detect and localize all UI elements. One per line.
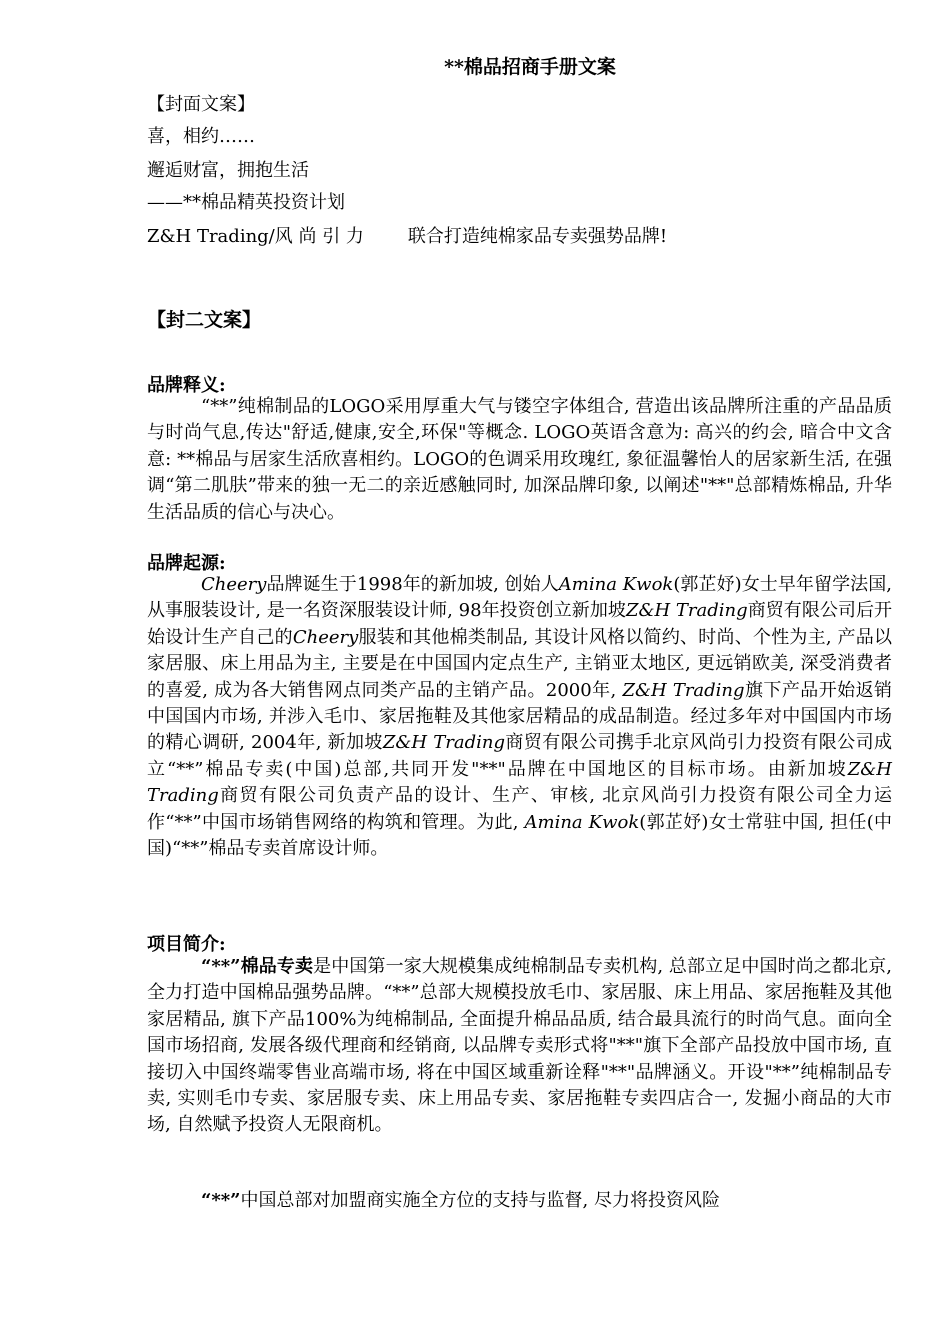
project-paragraph-2	[147, 1188, 892, 1214]
brand-origin-text-segment: 商贸有限公司负责产品的设计、生产、审核, 北京风尚引力投资有限公司全力运作“**”中国市场销售网络的构筑和管理。为此,	[147, 785, 892, 833]
brand-meaning-paragraph	[147, 394, 892, 526]
brand-origin-italic-name: Z&H Trading	[625, 600, 748, 622]
brand-origin-italic-name: Amina Kwok	[524, 811, 640, 833]
brand-origin-text-segment: (郭芷妤)女士早年留学法国, 从事服装设计, 是一名资深服装设计师, 98年投资创立新加坡	[147, 574, 892, 622]
brand-origin-paragraph	[147, 572, 892, 862]
document-title: **棉品招商手册文案	[444, 56, 616, 78]
brand-origin-italic-name: Z&H Trading	[147, 758, 892, 807]
cover-line-3: ——**棉品精英投资计划	[147, 192, 345, 213]
brand-origin-italic-name: Z&H Trading	[382, 732, 505, 754]
brand-origin-text-segment: (郭芷妤)女士常驻中国, 担任(中国)“**”棉品专卖首席设计师。	[147, 811, 893, 860]
brand-origin-italic-name: Z&H Trading	[622, 679, 745, 701]
brand-origin-heading: 品牌起源:	[147, 553, 226, 574]
brand-origin-italic-name: Cheery	[201, 574, 267, 595]
cover-slogan: 联合打造纯棉家品专卖强势品牌!	[407, 226, 668, 247]
brand-meaning-text: “**”纯棉制品的LOGO采用厚重大气与镂空字体组合, 营造出该品牌所注重的产品品质与时尚气息,传达"舒适,健康,安全,环保"等概念. LOGO英语含意为: 高兴的约会, 暗合中文含意: **棉品与居家生活欣喜相约。LOGO的色调采用玫瑰红, 象征温馨怡人的居家新生活, 在强调“第二肌肤”带来的独一无二的亲近感触同时, 加深品牌印象, 以阐述"**"总部精炼棉品, 升华生活品质的信心与决心。	[147, 396, 892, 523]
project-paragraph	[147, 954, 892, 1139]
cover2-heading: 【封二文案】	[147, 309, 262, 331]
brand-origin-text-segment: 商贸有限公司携手北京风尚引力投资有限公司成立“**”棉品专卖(中国)总部,共同开发"**"品牌在中国地区的目标市场。由新加坡	[147, 732, 893, 780]
brand-origin-text-segment: 旗下产品开始返销中国国内市场, 并涉入毛巾、家居拖鞋及其他家居精品的成品制造。经过多年对中国国内市场的精心调研, 2004年, 新加坡	[147, 679, 892, 754]
cover-line-2: 邂逅财富，拥抱生活	[147, 160, 309, 181]
project-p2-bold: “**”	[201, 1190, 241, 1211]
brand-origin-italic-name: Cheery	[292, 626, 359, 648]
brand-origin-text-segment: 商贸有限公司后开始设计生产自己的	[147, 600, 893, 648]
cover-company-line	[147, 222, 667, 248]
brand-origin-italic-name: Amina Kwok	[558, 574, 674, 595]
project-p2-text: 中国总部对加盟商实施全方位的支持与监督, 尽力将投资风险	[240, 1190, 720, 1211]
brand-meaning-heading: 品牌释义:	[147, 375, 226, 396]
cover-company: Z&H Trading/风 尚 引 力	[147, 226, 364, 247]
brand-origin-text-segment: 服装和其他棉类制品, 其设计风格以简约、时尚、个性为主, 产品以家居服、床上用品为主, 主要是在中国国内定点生产, 主销亚太地区, 更远销欧美, 深受消费者的喜爱, 成为各大销售网点同类产品的主销产品。2000年,	[147, 626, 892, 701]
project-text: 是中国第一家大规模集成纯棉制品专卖机构, 总部立足中国时尚之都北京, 全力打造中国棉品强势品牌。“**”总部大规模投放毛巾、家居服、床上用品、家居拖鞋及其他家居精品, 旗下产品100%为纯棉制品, 全面提升棉品品质, 结合最具流行的时尚气息。面向全国市场招商, 发展各级代理商和经销商, 以品牌专卖形式将"**"旗下全部产品投放中国市场, 直接切入中国终端零售业高端市场, 将在中国区域重新诠释"**"品牌涵义。开设"**”纯棉制品专卖, 实则毛巾专卖、家居服专卖、床上用品专卖、家居拖鞋专卖四店合一, 发掘小商品的大市场, 自然赋予投资人无限商机。	[147, 956, 892, 1136]
cover-line-1: 喜，相约……	[147, 126, 255, 147]
project-heading: 项目简介:	[147, 934, 226, 955]
project-lead-bold: “**”棉品专卖	[201, 956, 314, 977]
cover-heading: 【封面文案】	[147, 94, 255, 115]
brand-origin-text-segment: 品牌诞生于1998年的新加坡, 创始人	[266, 574, 559, 595]
